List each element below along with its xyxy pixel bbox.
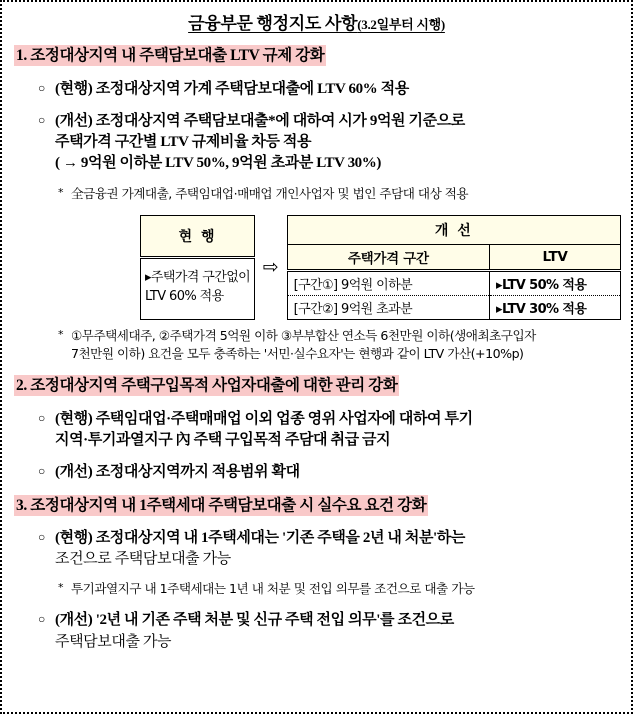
bullet-marker: ○ bbox=[38, 529, 45, 544]
footnote-marker: * bbox=[58, 327, 63, 341]
bullet-3-2 bbox=[38, 610, 621, 653]
page-title-sub: (3.2일부터 시행) bbox=[357, 17, 445, 32]
comparison-tables bbox=[12, 215, 621, 320]
current-policy-table bbox=[140, 215, 255, 320]
improved-table-header: 개 선 bbox=[287, 215, 620, 244]
improved-col-header-ltv: LTV bbox=[490, 244, 621, 270]
section-heading-3-text: 3. 조정대상지역 내 1주택세대 주택담보대출 시 실수요 요건 강화 bbox=[16, 496, 427, 514]
bullet-line: (개선) 조정대상지역 주택담보대출*에 대하여 시가 9억원 기준으로 bbox=[55, 112, 465, 129]
bullet-2-2 bbox=[38, 462, 621, 483]
table-row bbox=[287, 270, 620, 295]
bullet-line: 주택담보대출 가능 bbox=[55, 633, 172, 650]
current-table-body bbox=[141, 257, 255, 319]
footnote-text bbox=[71, 327, 621, 365]
bullet-line: 지역·투기과열지구 內 주택 구입목적 주담대 취급 금지 bbox=[55, 431, 391, 448]
section-heading-2-text: 2. 조정대상지역 주택구입목적 사업자대출에 대한 관리 강화 bbox=[16, 377, 398, 395]
bullet-text bbox=[55, 409, 621, 452]
bullet-3-1 bbox=[38, 528, 621, 571]
improved-ltv-1: ▸LTV 50% 적용 bbox=[490, 270, 621, 295]
improved-ltv-2: ▸LTV 30% 적용 bbox=[490, 295, 621, 319]
bullet-text bbox=[55, 111, 621, 175]
page-title-main: 금융부문 행정지도 사항 bbox=[188, 14, 358, 33]
bullet-text bbox=[55, 528, 621, 571]
current-body-line-1: ▸주택가격 구간없이 bbox=[145, 270, 251, 286]
footnote-above-table bbox=[58, 185, 621, 204]
section-heading-1 bbox=[14, 44, 621, 67]
bullet-marker: ○ bbox=[38, 410, 45, 425]
bullet-text bbox=[55, 610, 621, 653]
bullet-1-2 bbox=[38, 111, 621, 175]
bullet-line: (현행) 조정대상지역 내 1주택세대는 '기존 주택을 2년 내 처분'하는 bbox=[55, 529, 465, 546]
footnote-text: 全금융권 가계대출, 주택임대업·매매업 개인사업자 및 법인 주담대 대상 적용 bbox=[71, 185, 469, 201]
table-row bbox=[141, 215, 255, 257]
footnote-marker: * bbox=[58, 185, 63, 199]
bullet-line: ( → 9억원 이하분 LTV 50%, 9억원 초과분 LTV 30%) bbox=[55, 155, 381, 172]
improved-col-header-range: 주택가격 구간 bbox=[287, 244, 489, 270]
arrow-right-icon: ⇨ bbox=[262, 255, 279, 278]
bullet-line: (현행) 주택임대업·주택매매업 이외 업종 영위 사업자에 대하여 투기 bbox=[55, 410, 473, 427]
bullet-marker: ○ bbox=[38, 612, 45, 627]
bullet-marker: ○ bbox=[38, 112, 45, 127]
table-row bbox=[287, 215, 620, 244]
table-row bbox=[287, 295, 620, 319]
footnote-text: 투기과열지구 내 1주택세대는 1년 내 처분 및 전입 의무를 조건으로 대출 가능 bbox=[71, 581, 475, 597]
section-heading-1-text: 1. 조정대상지역 내 주택담보대출 LTV 규제 강화 bbox=[16, 47, 325, 65]
bullet-marker: ○ bbox=[38, 464, 45, 479]
section-heading-3 bbox=[14, 494, 621, 517]
bullet-line: (개선) 조정대상지역까지 적용범위 확대 bbox=[55, 464, 300, 481]
bullet-2-1 bbox=[38, 409, 621, 452]
section-heading-2 bbox=[14, 374, 621, 397]
footnote-below-table bbox=[58, 327, 621, 365]
bullet-marker: ○ bbox=[38, 80, 45, 95]
footnote-marker: * bbox=[58, 581, 63, 595]
page-title bbox=[12, 13, 621, 34]
bullet-line: 주택가격 구간별 LTV 규제비율 차등 적용 bbox=[55, 134, 312, 151]
bullet-text bbox=[55, 79, 621, 100]
improved-policy-table bbox=[287, 215, 621, 320]
bullet-line: (개선) '2년 내 기존 주택 처분 및 신규 주택 전입 의무'를 조건으로 bbox=[55, 612, 454, 629]
table-row bbox=[287, 244, 620, 270]
current-body-line-2: LTV 60% 적용 bbox=[145, 288, 224, 304]
bullet-1-1 bbox=[38, 79, 621, 100]
bullet-line: (현행) 조정대상지역 가계 주택담보대출에 LTV 60% 적용 bbox=[55, 80, 409, 97]
footnote-line-1: ①무주택세대주, ②주택가격 5억원 이하 ③부부합산 연소득 6천만원 이하(생애최초구입자 bbox=[71, 327, 536, 343]
footnote-line-2: 7천만원 이하) 요건을 모두 충족하는 '서민·실수요자'는 현행과 같이 LTV 가산(+10%p) bbox=[71, 346, 524, 362]
table-row bbox=[141, 257, 255, 319]
current-table-header: 현 행 bbox=[141, 215, 255, 257]
bullet-line: 조건으로 주택담보대출 가능 bbox=[55, 551, 231, 568]
improved-range-1: [구간①] 9억원 이하분 bbox=[287, 270, 489, 295]
improved-range-2: [구간②] 9억원 초과분 bbox=[287, 295, 489, 319]
footnote-section-3 bbox=[58, 580, 621, 599]
bullet-text bbox=[55, 462, 621, 483]
